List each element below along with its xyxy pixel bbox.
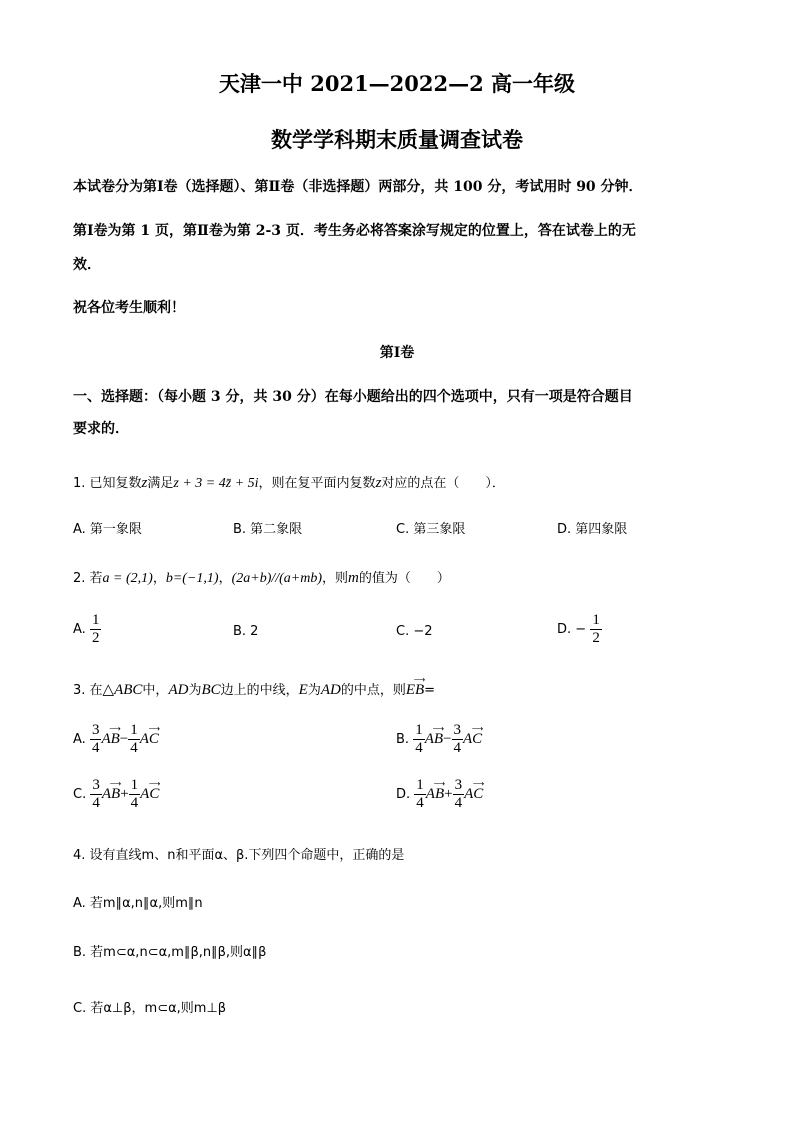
- q3-text-2: 为: [188, 683, 202, 698]
- q2-suffix-a: ，则: [322, 571, 349, 586]
- exam-subtitle: 数学学科期末质量调查试卷: [271, 127, 523, 152]
- q1-mid2: ，则在复平面内复数: [258, 476, 376, 491]
- q1-equation: z + 3 = 4z̄ + 5i: [173, 476, 259, 491]
- q2-option-a-fraction: [90, 612, 102, 647]
- section-heading-b: 要求的．: [73, 421, 129, 437]
- q2-option-c[interactable]: C. −2: [396, 624, 433, 639]
- q2-vector-a: a = (2,1): [102, 571, 153, 586]
- coefficient-1: [90, 722, 102, 757]
- q2-prefix: 2. 若: [73, 571, 103, 586]
- q1-var-z-2: z: [375, 475, 382, 491]
- fraction-denominator: 4: [415, 740, 423, 756]
- volume-title: 第Ⅰ卷: [379, 345, 415, 361]
- coefficient-2: [128, 722, 140, 757]
- intro-line-1: 本试卷分为第Ⅰ卷（选择题）、第Ⅱ卷（非选择题）两部分，共 100 分，考试用时 90 分钟．: [73, 179, 643, 195]
- vector-name: AC: [140, 786, 160, 802]
- q3-segment-ad: AD: [168, 682, 189, 698]
- q1-prefix: 1. 已知复数: [73, 476, 142, 491]
- question-1-stem: [73, 472, 505, 492]
- q2-sep2: ，: [218, 571, 232, 586]
- intro-line-2b: 效．: [73, 257, 101, 273]
- question-4-stem: 4. 设有直线m、n和平面α、β.下列四个命题中，正确的是: [73, 848, 405, 863]
- fraction-numerator: 3: [92, 777, 100, 793]
- q1-mid1: 满足: [147, 476, 174, 491]
- option-label: C.: [73, 787, 87, 802]
- vector-name: AC: [139, 731, 159, 747]
- q1-option-a[interactable]: A. 第一象限: [73, 522, 142, 537]
- vector-name: AB: [101, 786, 121, 802]
- operator: +: [444, 786, 453, 802]
- q1-option-b[interactable]: B. 第二象限: [233, 522, 303, 537]
- q3-text-5: 的中点，则: [340, 683, 406, 698]
- exam-title: 天津一中 2021—2022—2 高一年级: [218, 71, 576, 96]
- q2-var-m: m: [348, 570, 359, 586]
- q2-suffix-b: 的值为（ ）: [358, 571, 450, 586]
- vector-arrow-icon: ⟶: [109, 724, 120, 733]
- vector-name: AC: [463, 731, 483, 747]
- fraction-denominator: 2: [592, 630, 600, 646]
- q2-option-d-label: D. −: [557, 622, 587, 637]
- q2-condition: (2a+b)//(a+mb): [231, 571, 323, 586]
- coefficient-2: [453, 777, 465, 812]
- q3-vector-eb: [405, 675, 425, 699]
- q4-option-a[interactable]: A. 若m∥α,n∥α,则m∥n: [73, 896, 203, 911]
- vector-arrow-icon: ⟶: [471, 724, 483, 733]
- vector-1: [101, 724, 120, 748]
- intro-line-2a: 第Ⅰ卷为第 1 页，第Ⅱ卷为第 2-3 页．考生务必将答案涂写规定的位置上，答在试卷上的无: [73, 223, 636, 239]
- vector-arrow-icon: ⟶: [109, 779, 121, 788]
- vector-2: [139, 724, 159, 748]
- coefficient-1: [414, 777, 426, 812]
- operator: −: [443, 731, 452, 747]
- fraction-denominator: 4: [92, 795, 100, 811]
- vector-arrow-icon: ⟶: [148, 779, 160, 788]
- q2-option-b[interactable]: B. 2: [233, 624, 259, 639]
- fraction-numerator: 1: [416, 777, 424, 793]
- q1-option-d[interactable]: D. 第四象限: [557, 522, 628, 537]
- q3-option-a[interactable]: [73, 722, 159, 757]
- operator: +: [120, 786, 129, 802]
- fraction-denominator: 4: [453, 740, 461, 756]
- option-label: A.: [73, 732, 86, 747]
- q2-option-a-label: A.: [73, 622, 86, 637]
- q3-point-e: E: [298, 682, 308, 698]
- question-3-stem: [73, 675, 436, 699]
- vector-arrow-icon: ⟶: [432, 724, 444, 733]
- coefficient-2: [452, 722, 464, 757]
- q4-option-c[interactable]: C. 若α⊥β，m⊂α,则m⊥β: [73, 1001, 227, 1016]
- q3-segment-bc: BC: [201, 682, 221, 698]
- vector-2: [463, 724, 483, 748]
- q3-segment-ad-2: AD: [320, 682, 341, 698]
- q2-option-a[interactable]: [73, 612, 101, 647]
- q3-prefix: 3. 在: [73, 683, 103, 698]
- intro-line-3: 祝各位考生顺利！: [73, 300, 185, 316]
- vector-1: [101, 779, 121, 803]
- fraction-denominator: 4: [454, 795, 463, 811]
- q1-option-c[interactable]: C. 第三象限: [396, 522, 466, 537]
- q2-sep1: ，: [152, 571, 166, 586]
- q4-option-b[interactable]: B. 若m⊂α,n⊂α,m∥β,n∥β,则α∥β: [73, 945, 267, 960]
- vector-arrow-icon: ⟶: [148, 724, 159, 733]
- vector-arrow-icon: ⟶: [433, 779, 445, 788]
- q3-equals: =: [424, 683, 436, 698]
- section-heading-a: 一、选择题：（每小题 3 分，共 30 分）在每小题给出的四个选项中，只有一项是符合题目: [73, 389, 633, 405]
- q3-triangle: △ABC: [102, 682, 143, 698]
- coefficient-2: [129, 777, 141, 812]
- fraction-numerator: 3: [454, 777, 463, 793]
- vector-name: AB: [425, 786, 445, 802]
- q2-vector-b: b=(−1,1): [165, 571, 219, 586]
- coefficient-1: [413, 722, 425, 757]
- fraction-denominator: 4: [416, 795, 424, 811]
- question-2-stem: [73, 567, 450, 587]
- q3-text-4: 为: [307, 683, 321, 698]
- vector-2: [464, 779, 484, 803]
- q2-option-d-fraction: [590, 612, 602, 647]
- option-label: B.: [396, 732, 410, 747]
- fraction-denominator: 2: [91, 630, 100, 646]
- fraction-numerator: 3: [453, 722, 461, 738]
- vector-name: AB: [101, 731, 120, 747]
- fraction-numerator: 3: [91, 722, 100, 738]
- q1-var-z: z: [141, 475, 148, 491]
- vector-name: AB: [424, 731, 444, 747]
- q3-option-b[interactable]: [396, 722, 482, 757]
- fraction-numerator: 1: [91, 612, 100, 628]
- option-label: D.: [396, 787, 411, 802]
- fraction-denominator: 4: [130, 795, 139, 811]
- fraction-numerator: 1: [130, 722, 138, 738]
- q3-text-3: 边上的中线，: [220, 683, 299, 698]
- q1-suffix: 对应的点在（ ）．: [381, 476, 505, 491]
- q3-option-c[interactable]: [73, 777, 159, 812]
- vector-2: [140, 779, 160, 803]
- fraction-numerator: 1: [130, 777, 139, 793]
- q3-option-d[interactable]: [396, 777, 483, 812]
- operator: −: [119, 731, 129, 747]
- vector-arrow-icon: ⟶: [472, 779, 484, 788]
- vector-name: EB: [405, 682, 425, 698]
- q3-text-1: 中，: [142, 683, 169, 698]
- fraction-numerator: 1: [592, 612, 600, 628]
- fraction-numerator: 1: [415, 722, 423, 738]
- coefficient-1: [90, 777, 102, 812]
- vector-arrow-icon: ⟶: [413, 675, 425, 684]
- q2-option-d[interactable]: [557, 612, 602, 647]
- fraction-denominator: 4: [91, 740, 100, 756]
- vector-1: [425, 779, 445, 803]
- vector-name: AC: [464, 786, 484, 802]
- fraction-denominator: 4: [130, 740, 138, 756]
- vector-1: [424, 724, 444, 748]
